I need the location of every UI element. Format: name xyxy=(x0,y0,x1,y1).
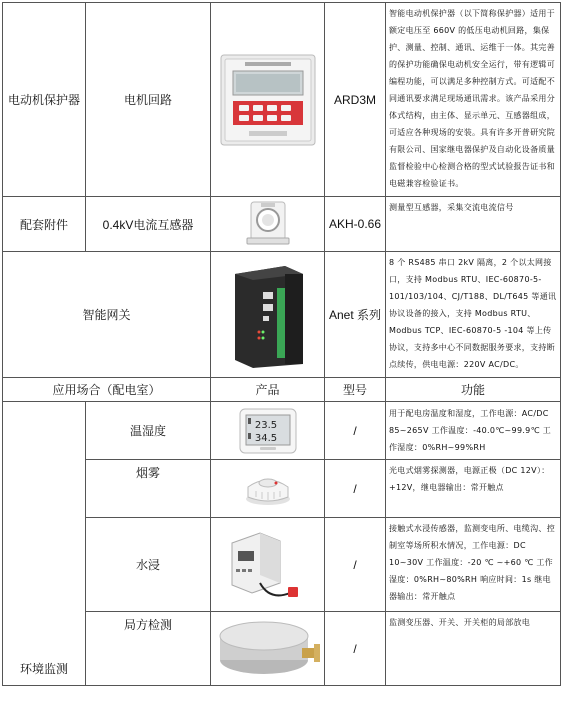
table-header-row xyxy=(3,378,561,402)
spec-table xyxy=(2,2,561,686)
motor-protector-image xyxy=(211,53,324,147)
model-cell: Anet 系列 xyxy=(325,252,386,378)
sub-category-cell: 烟雾 xyxy=(86,460,211,518)
sub-category-cell: 0.4kV电流互感器 xyxy=(86,197,211,252)
sub-category-cell: 水浸 xyxy=(86,518,211,612)
description-cell: 光电式烟雾探测器，电源正极（DC 12V）：+12V，继电器输出：常开触点 xyxy=(386,460,561,518)
smart-gateway-image xyxy=(211,260,324,370)
sub-category-cell: 温湿度 xyxy=(86,402,211,460)
category-cell: 智能网关 xyxy=(3,252,211,378)
description-cell: 接触式水浸传感器，监测变电所、电缆沟、控制室等场所积水情况，工作电源：DC 10~30V 工作温度：-20 ℃ ~+60 ℃ 工作湿度：0%RH~80%RH 响应时间：1s 继电器输出：常开触点 xyxy=(386,518,561,612)
product-image-cell xyxy=(211,460,325,518)
partial-discharge-sensor-image xyxy=(211,614,324,684)
temp-reading: 23.5 xyxy=(254,419,277,431)
category-cell: 配套附件 xyxy=(3,197,86,252)
current-transformer-image xyxy=(211,200,324,248)
model-cell: / xyxy=(325,518,386,612)
category-cell: 环境监测 xyxy=(3,402,86,686)
product-image-cell xyxy=(211,3,325,197)
description-cell: 智能电动机保护器（以下简称保护器）适用于额定电压至 660V 的低压电动机回路，集保护、测量、控制、通讯、运维于一体。其完善的保护功能确保电动机安全运行，带有逻辑可编程功能，可以满足多种控制方式。可适配不同通讯要求满足现场通讯需求。该产品采用分体式结构，由主体、显示单元、互感器组成，可适应各种现场的安装。具有许多开普研究院有限公司、国家继电器保护及自动化设备质量监督检验中心检测合格的型式试验报告证书和电磁兼容检验证书。 xyxy=(386,3,561,197)
description-cell: 测量型互感器，采集交流电流信号 xyxy=(386,197,561,252)
temp-humidity-sensor-image xyxy=(211,407,324,455)
product-image-cell xyxy=(211,612,325,686)
model-cell: AKH-0.66 xyxy=(325,197,386,252)
water-leak-sensor-image xyxy=(211,523,324,607)
product-image-cell xyxy=(211,197,325,252)
header-model: 型号 xyxy=(325,378,386,402)
smoke-detector-image xyxy=(211,469,324,509)
header-function: 功能 xyxy=(386,378,561,402)
table-row xyxy=(3,460,561,518)
model-cell: / xyxy=(325,460,386,518)
sub-category-cell: 局方检测 xyxy=(86,612,211,686)
table-row xyxy=(3,252,561,378)
header-scene: 应用场合（配电室） xyxy=(3,378,211,402)
product-image-cell xyxy=(211,252,325,378)
category-cell: 电动机保护器 xyxy=(3,3,86,197)
header-product: 产品 xyxy=(211,378,325,402)
description-cell: 8 个 RS485 串口 2kV 隔离，2 个以太网接口，支持 Modbus RTU、IEC-60870-5-101/103/104、CJ/T188、DL/T645 等通讯协议设备的接入，支持 Modbus RTU、Modbus TCP、IEC-60870-5 -104 等上传协议，支持多中心不同数据服务要求，支持断点续传，供电电源：220V AC/DC。 xyxy=(386,252,561,378)
description-cell: 监测变压器、开关、开关柜的局部放电 xyxy=(386,612,561,686)
product-image-cell xyxy=(211,402,325,460)
table-row xyxy=(3,402,561,460)
table-row xyxy=(3,197,561,252)
table-row xyxy=(3,518,561,612)
model-cell: ARD3M xyxy=(325,3,386,197)
product-image-cell xyxy=(211,518,325,612)
table-row xyxy=(3,3,561,197)
humidity-reading: 34.5 xyxy=(254,432,277,444)
model-cell: / xyxy=(325,402,386,460)
sub-category-cell: 电机回路 xyxy=(86,3,211,197)
model-cell: / xyxy=(325,612,386,686)
description-cell: 用于配电房温度和湿度，工作电源：AC/DC 85~265V 工作温度：-40.0℃~99.9℃ 工作湿度：0%RH~99%RH xyxy=(386,402,561,460)
table-row xyxy=(3,612,561,686)
